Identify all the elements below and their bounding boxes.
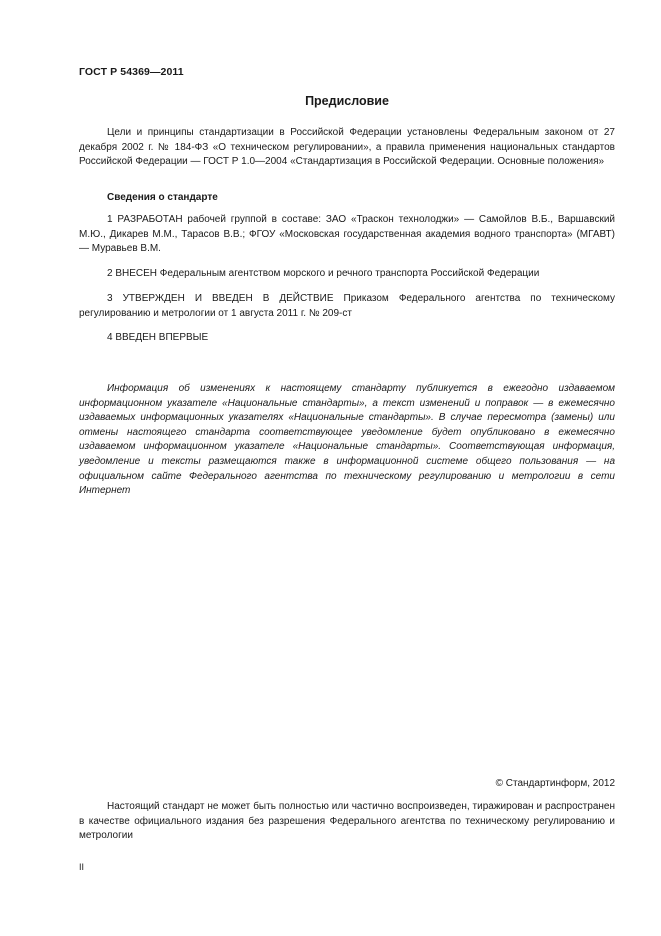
item-4: 4 ВВЕДЕН ВПЕРВЫЕ — [107, 332, 209, 343]
document-code-header: ГОСТ Р 54369—2011 — [79, 66, 184, 78]
item-1: 1 РАЗРАБОТАН рабочей группой в составе: ЗАО «Траскон технолоджи» — Самойлов В.Б., Варшавский М.Ю., Дикарев М.М., Тарасов В.В.; ФГОУ «Московская государственная академия водного транспорта» (МГАВТ) — Муравьев В.М. — [79, 214, 615, 255]
notice-paragraph: Информация об изменениях к настоящему стандарту публикуется в ежегодно издаваемом информационном указателе «Национальные стандарты», а текст изменений и поправок — в ежемесячно издаваемых информационных указателях «Национальные стандарты». В случае пересмотра (замены) или отмены настоящего стандарта соответствующее уведомление будет опубликовано в ежемесячно издаваемом информационном указателе «Национальные стандарты». Соответствующая информация, уведомление и тексты размещаются также в информационной системе общего пользования — на официальном сайте Федерального агентства по техническому регулированию и метрологии в сети Интернет — [79, 383, 615, 497]
item-3: 3 УТВЕРЖДЕН И ВВЕДЕН В ДЕЙСТВИЕ Приказом Федерального агентства по техническому регулированию и метрологии от 1 августа 2011 г. № 209-ст — [79, 293, 615, 319]
info-heading: Сведения о стандарте — [107, 192, 218, 203]
reproduction-paragraph: Настоящий стандарт не может быть полностью или частично воспроизведен, тиражирован и распространен в качестве официального издания без разрешения Федерального агентства по техническому регулированию и метрологии — [79, 801, 615, 842]
intro-paragraph: Цели и принципы стандартизации в Российской Федерации установлены Федеральным законом от 27 декабря 2002 г. № 184-ФЗ «О техническом регулировании», а правила применения национальных стандартов Российской Федерации — ГОСТ Р 1.0—2004 «Стандартизация в Российской Федерации. Основные положения» — [79, 127, 615, 168]
item-2: 2 ВНЕСЕН Федеральным агентством морского и речного транспорта Российской Федерации — [107, 268, 540, 279]
page-number: II — [79, 862, 85, 872]
page-title: Предисловие — [305, 94, 389, 108]
copyright-line: © Стандартинформ, 2012 — [495, 778, 615, 789]
